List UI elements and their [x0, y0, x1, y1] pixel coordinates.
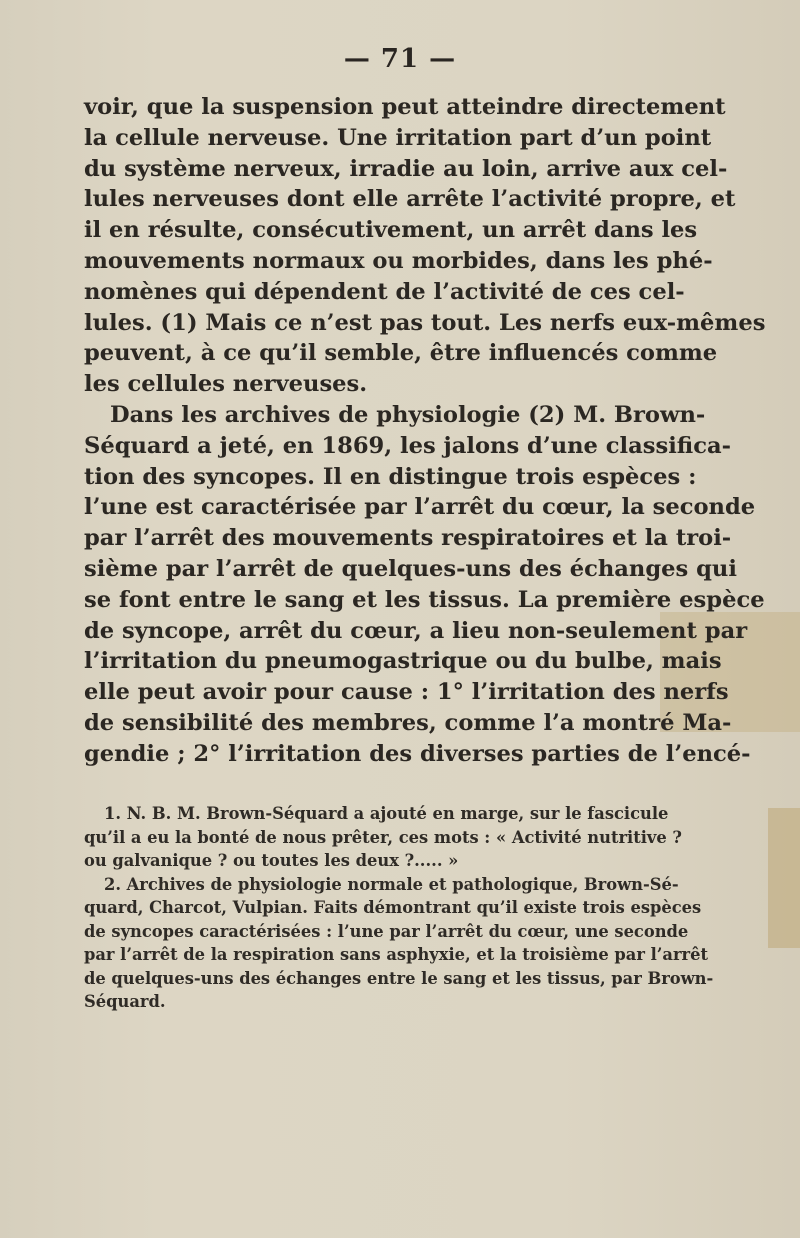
text-line: nomènes qui dépendent de l’activité de ces cel- [84, 278, 685, 305]
page-number: — 71 — [343, 44, 457, 74]
text-line: Dans les archives de physiologie (2) M. Brown- [110, 401, 706, 428]
footnote-line: 2. Archives de physiologie normale et pathologique, Brown-Sé- [104, 874, 679, 894]
text-line: lules nerveuses dont elle arrête l’activité propre, et [84, 186, 736, 213]
text-line: de syncope, arrêt du cœur, a lieu non-seulement par [84, 617, 748, 644]
text-line: se font entre le sang et les tissus. La première espèce [84, 586, 765, 613]
paper-stain [768, 808, 800, 948]
text-line: sième par l’arrêt de quelques-uns des échanges qui [84, 555, 737, 582]
footnote-line: 1. N. B. M. Brown-Séquard a ajouté en marge, sur le fascicule [104, 804, 669, 823]
text-line: par l’arrêt des mouvements respiratoires et la troi- [84, 525, 732, 552]
footnote-line: de quelques-uns des échanges entre le sang et les tissus, par Brown- [84, 968, 714, 988]
text-line: elle peut avoir pour cause : 1° l’irritation des nerfs [84, 679, 729, 706]
text-line: du système nerveux, irradie au loin, arrive aux cel- [84, 155, 728, 182]
text-line: l’irritation du pneumogastrique ou du bulbe, mais [84, 648, 722, 675]
text-line: peuvent, à ce qu’il semble, être influencés comme [84, 340, 718, 367]
footnote-line: ou galvanique ? ou toutes les deux ?..... » [84, 851, 459, 870]
text-line: voir, que la suspension peut atteindre directement [84, 94, 726, 120]
text-line: gendie ; 2° l’irritation des diverses parties de l’encé- [84, 740, 751, 767]
main-text [84, 92, 766, 770]
footnotes [84, 802, 714, 1014]
footnote-line: de syncopes caractérisées : l’une par l’arrêt du cœur, une seconde [84, 921, 689, 941]
text-line: il en résulte, consécutivement, un arrêt dans les [84, 217, 698, 244]
text-line: de sensibilité des membres, comme l’a montré Ma- [84, 709, 732, 736]
footnote-line: qu’il a eu la bonté de nous prêter, ces mots : « Activité nutritive ? [84, 827, 682, 847]
text-line: les cellules nerveuses. [84, 371, 368, 398]
text-line: mouvements normaux ou morbides, dans les phé- [84, 247, 713, 274]
footnote-line: quard, Charcot, Vulpian. Faits démontrant qu’il existe trois espèces [84, 898, 702, 917]
text-line: l’une est caractérisée par l’arrêt du cœur, la seconde [84, 494, 756, 521]
text-line: Séquard a jeté, en 1869, les jalons d’une classifica- [84, 432, 731, 459]
footnote-line: Séquard. [84, 992, 166, 1011]
footnote-line: par l’arrêt de la respiration sans asphyxie, et la troisième par l’arrêt [84, 945, 709, 964]
text-line: la cellule nerveuse. Une irritation part d’un point [84, 124, 712, 151]
text-line: lules. (1) Mais ce n’est pas tout. Les nerfs eux-mêmes [84, 309, 766, 336]
text-line: tion des syncopes. Il en distingue trois espèces : [84, 463, 697, 490]
